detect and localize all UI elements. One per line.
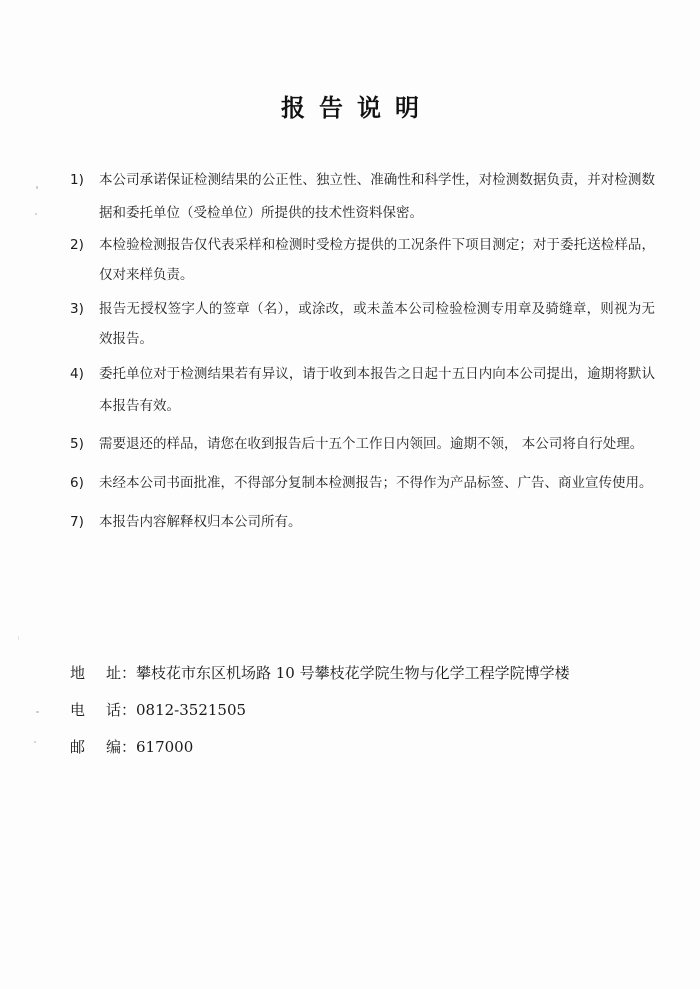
phone-label-char: 话： (105, 701, 136, 719)
list-item (70, 230, 655, 290)
postcode-label-char: 编： (105, 738, 136, 756)
address-label-char: 地 (70, 664, 86, 682)
statement-list (70, 164, 655, 538)
scan-speck (34, 741, 36, 743)
item-number: 3) (70, 301, 84, 317)
item-text: 需要退还的样品，请您在收到报告后十五个工作日内领回。逾期不领， 本公司将自行处理。 (99, 436, 644, 452)
postcode-value: 617000 (136, 738, 194, 756)
scan-speck (36, 186, 38, 189)
address-label (70, 660, 136, 697)
item-number: 7) (70, 514, 84, 530)
item-text: 未经本公司书面批准，不得部分复制本检测报告；不得作为产品标签、广告、商业宣传使用。 (99, 475, 653, 491)
item-text: 报告无授权签字人的签章（名），或涂改，或未盖本公司检验检测专用章及骑缝章，则视为无效报告。 (99, 301, 655, 347)
page-title: 报告说明 (281, 93, 433, 122)
scan-speck (35, 213, 37, 215)
list-item (70, 294, 655, 354)
item-number: 4) (70, 366, 84, 382)
list-item (70, 426, 655, 462)
item-number: 2) (70, 237, 84, 253)
postcode-row (70, 734, 570, 771)
item-number: 6) (70, 475, 84, 491)
list-item (70, 358, 655, 422)
phone-label-char: 电 (70, 701, 86, 719)
postcode-label (70, 734, 136, 771)
item-number: 1) (70, 172, 84, 188)
scan-speck (36, 711, 39, 713)
item-text: 本公司承诺保证检测结果的公正性、独立性、准确性和科学性，对检测数据负责，并对检测数据和委托单位（受检单位）所提供的技术性资料保密。 (99, 172, 655, 221)
address-value: 攀枝花市东区机场路 10 号攀枝花学院生物与化学工程学院博学楼 (136, 664, 570, 682)
phone-label (70, 697, 136, 734)
scan-edge-mark (18, 636, 19, 640)
item-text: 本检验检测报告仅代表采样和检测时受检方提供的工况条件下项目测定；对于委托送检样品，仅对来样负责。 (99, 237, 655, 283)
list-item (70, 506, 655, 538)
postcode-label-char: 邮 (70, 738, 86, 756)
item-text: 本报告内容解释权归本公司所有。 (99, 514, 302, 530)
list-item (70, 164, 655, 230)
phone-row (70, 697, 570, 734)
item-text: 委托单位对于检测结果若有异议，请于收到本报告之日起十五日内向本公司提出，逾期将默认本报告有效。 (99, 366, 655, 414)
address-row (70, 660, 570, 697)
list-item (70, 466, 655, 500)
contact-block (70, 660, 570, 771)
item-number: 5) (70, 436, 84, 452)
address-label-char: 址： (105, 664, 136, 682)
phone-value: 0812-3521505 (136, 701, 247, 719)
